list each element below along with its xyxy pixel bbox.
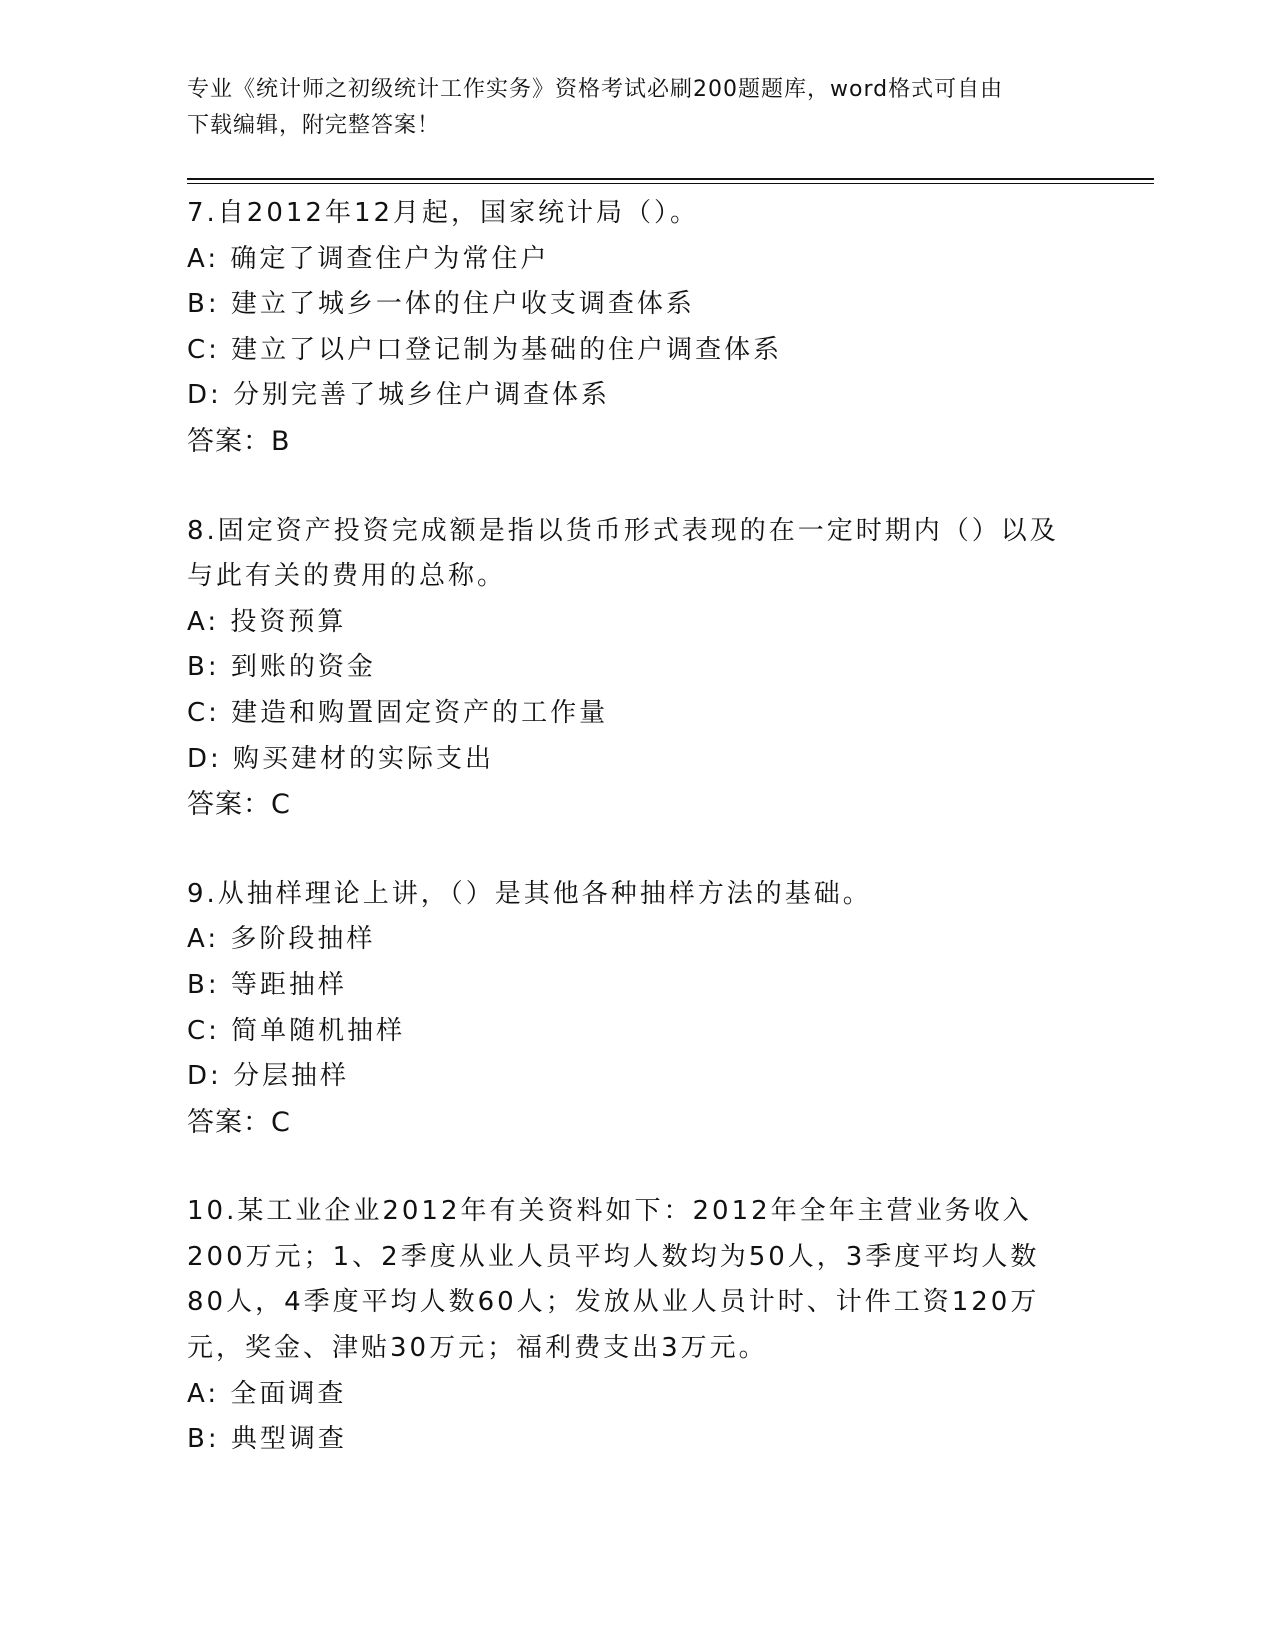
header-divider-thin (187, 183, 1154, 184)
answer-line: 答案：B (187, 425, 291, 457)
option-c: C: 建立了以户口登记制为基础的住户调查体系 (187, 334, 783, 365)
option-b: B: 建立了城乡一体的住户收支调查体系 (187, 289, 695, 320)
question-list (187, 191, 1087, 1507)
header-line-2: 下载编辑，附完整答案！ (187, 113, 441, 138)
header-line-1: 专业《统计师之初级统计工作实务》资格考试必刷200题题库，word格式可自由 (187, 77, 1004, 102)
question-stem: 9.从抽样理论上讲，（）是其他各种抽样方法的基础。 (187, 878, 872, 909)
option-c: C: 建造和购置固定资产的工作量 (187, 697, 609, 728)
option-b: B: 等距抽样 (187, 969, 347, 1000)
question-9 (187, 872, 1087, 1146)
question-8 (187, 509, 1087, 828)
answer-line: 答案：C (187, 789, 291, 821)
document-header (187, 72, 1067, 144)
question-stem: 7.自2012年12月起，国家统计局（）。 (187, 198, 700, 228)
question-stem: 8.固定资产投资完成额是指以货币形式表现的在一定时期内（）以及与此有关的费用的总称。 (187, 515, 1059, 592)
option-b: B: 到账的资金 (187, 652, 376, 683)
option-d: D: 购买建材的实际支出 (187, 743, 495, 774)
option-d: D: 分层抽样 (187, 1061, 350, 1092)
option-a: A: 全面调查 (187, 1378, 347, 1409)
option-a: A: 多阶段抽样 (187, 924, 376, 955)
option-c: C: 简单随机抽样 (187, 1015, 406, 1046)
option-a: A: 确定了调查住户为常住户 (187, 243, 550, 274)
question-stem: 10.某工业企业2012年有关资料如下：2012年全年主营业务收入200万元；1、2季度从业人员平均人数均为50人，3季度平均人数80人，4季度平均人数60人；发放从业人员计时、计件工资120万元，奖金、津贴30万元；福利费支出3万元。 (187, 1196, 1040, 1364)
question-7 (187, 191, 1087, 465)
answer-line: 答案：C (187, 1106, 291, 1138)
question-10 (187, 1189, 1087, 1463)
option-a: A: 投资预算 (187, 606, 347, 637)
header-divider-thick (187, 178, 1154, 180)
option-d: D: 分别完善了城乡住户调查体系 (187, 380, 611, 411)
option-b: B: 典型调查 (187, 1424, 347, 1455)
